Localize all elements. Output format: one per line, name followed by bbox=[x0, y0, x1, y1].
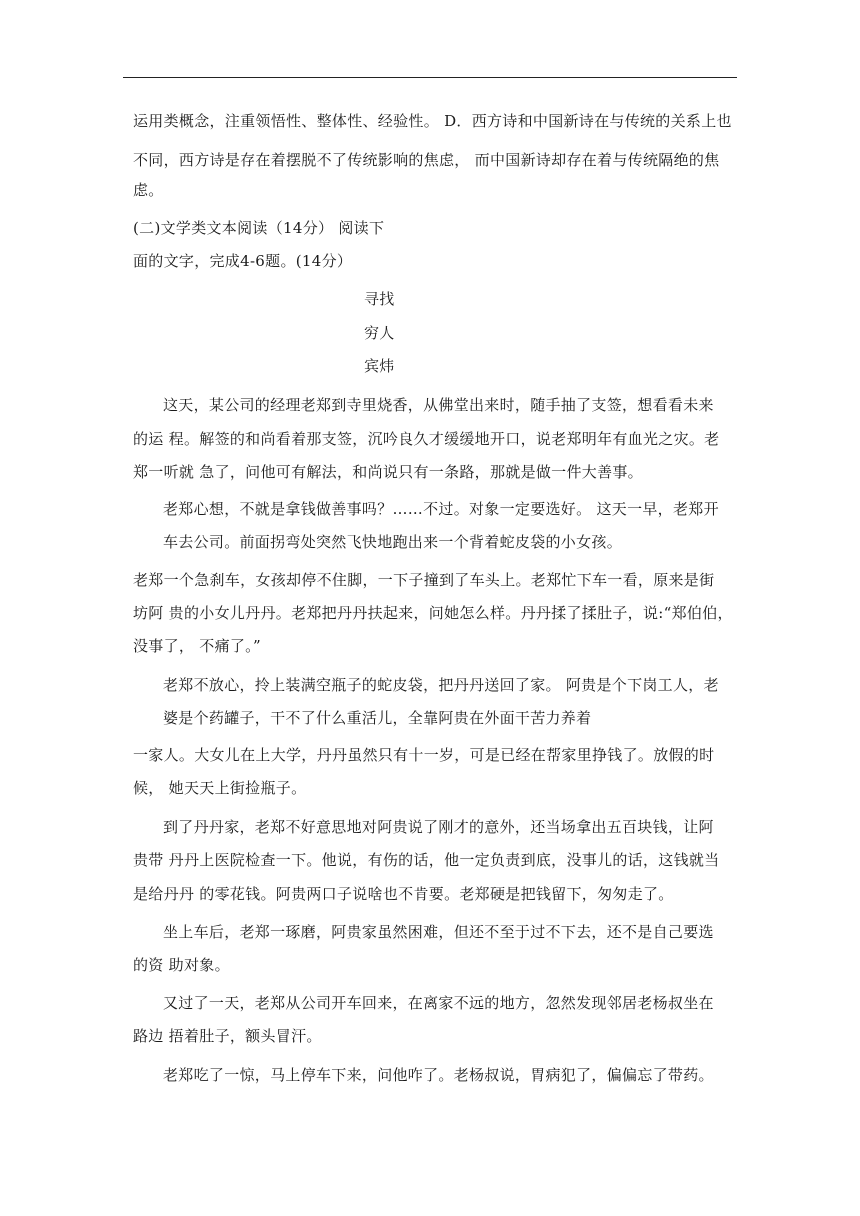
section-instruction: 面的文字，完成4-6题。(14分） bbox=[133, 252, 353, 270]
text-line: 贵带 丹丹上医院检查一下。他说，有伤的话，他一定负责到底，没事儿的话，这钱就当 bbox=[133, 851, 720, 869]
header-rule bbox=[123, 77, 737, 78]
text-line: 一家人。大女儿在上大学，丹丹虽然只有十一岁，可是已经在帮家里挣钱了。放假的时 bbox=[133, 746, 715, 764]
text-line: 路边 捂着肚子，额头冒汗。 bbox=[133, 1027, 322, 1045]
text-line: 到了丹丹家，老郑不好意思地对阿贵说了刚才的意外，还当场拿出五百块钱，让阿 bbox=[163, 818, 714, 836]
text-line: 的资 助对象。 bbox=[133, 956, 230, 974]
text-line: 老郑一个急刹车，女孩却停不住脚，一下子撞到了车头上。老郑忙下车一看，原来是街 bbox=[133, 571, 715, 589]
text-line: 运用类概念，注重领悟性、整体性、经验性。 D．西方诗和中国新诗在与传统的关系上也 bbox=[133, 112, 732, 130]
text-line: 虑。 bbox=[133, 181, 164, 199]
text-line: 是给丹丹 的零花钱。阿贵两口子说啥也不肯要。老郑硬是把钱留下，匆匆走了。 bbox=[133, 885, 674, 903]
text-line: 没事了， 不痛了。” bbox=[133, 637, 261, 655]
text-line: 婆是个药罐子，干不了什么重活儿，全靠阿贵在外面干苦力养着 bbox=[163, 709, 592, 727]
text-line: 不同，西方诗是存在着摆脱不了传统影响的焦虑， 而中国新诗却存在着与传统隔绝的焦 bbox=[133, 151, 720, 169]
story-title-line: 寻找 bbox=[364, 290, 395, 308]
text-line: 老郑吃了一惊，马上停车下来，问他咋了。老杨叔说，胃病犯了，偏偏忘了带药。 bbox=[163, 1066, 714, 1084]
text-line: 老郑不放心，拎上装满空瓶子的蛇皮袋，把丹丹送回了家。 阿贵是个下岗工人，老 bbox=[163, 676, 719, 694]
text-line: 老郑心想，不就是拿钱做善事吗？……不过。对象一定要选好。 这天一早，老郑开 bbox=[163, 500, 719, 518]
section-heading: (二)文学类文本阅读（14分） 阅读下 bbox=[133, 219, 385, 237]
story-author: 宾炜 bbox=[364, 357, 395, 375]
text-line: 坊阿 贵的小女儿丹丹。老郑把丹丹扶起来，问她怎么样。丹丹揉了揉肚子，说:“郑伯伯， bbox=[133, 604, 733, 622]
text-line: 候， 她天天上街捡瓶子。 bbox=[133, 779, 307, 797]
text-line: 车去公司。前面拐弯处突然飞快地跑出来一个背着蛇皮袋的小女孩。 bbox=[163, 533, 623, 551]
text-line: 郑一听就 急了，问他可有解法，和尚说只有一条路，那就是做一件大善事。 bbox=[133, 463, 643, 481]
story-title-line: 穷人 bbox=[364, 324, 395, 342]
text-line: 坐上车后，老郑一琢磨，阿贵家虽然困难，但还不至于过不下去，还不是自己要选 bbox=[163, 923, 714, 941]
text-line: 的运 程。解签的和尚看着那支签，沉吟良久才缓缓地开口，说老郑明年有血光之灾。老 bbox=[133, 430, 720, 448]
text-line: 这天，某公司的经理老郑到寺里烧香，从佛堂出来时，随手抽了支签，想看看未来 bbox=[163, 396, 714, 414]
text-line: 又过了一天，老郑从公司开车回来，在离家不远的地方，忽然发现邻居老杨叔坐在 bbox=[163, 994, 714, 1012]
